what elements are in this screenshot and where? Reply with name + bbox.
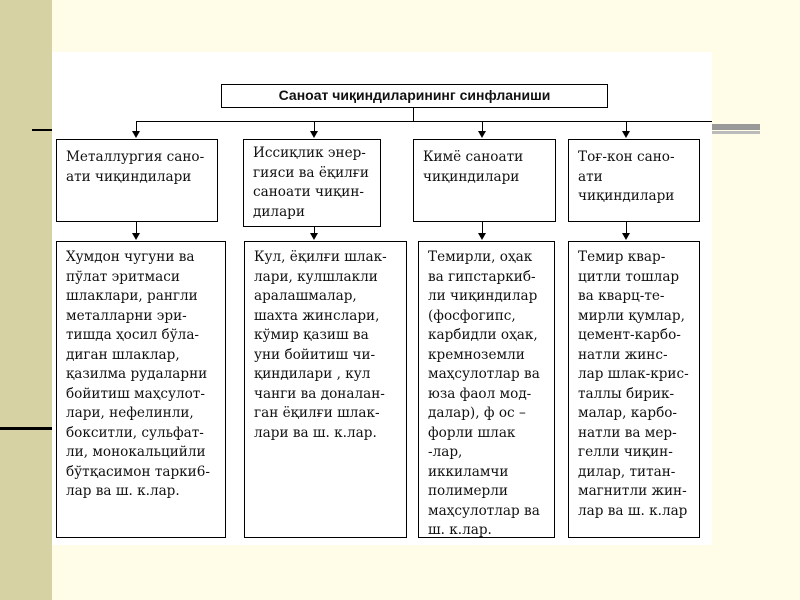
arrow-to-header-3	[478, 131, 486, 138]
left-decorative-band	[0, 0, 52, 600]
arrow-to-body-2	[310, 233, 318, 240]
category-body-4: Темир квар-цитли тошлар ва кварц-те-мирли қумлар, цемент-карбо-натли жинс-лар шлак-крис-таллы бирик-малар, карбо-натли ва мер-гелли чиқин-дилар, титан-магнитли жин-лар ва ш. к.лар	[568, 241, 700, 538]
category-header-1: Металлургия сано-ати чиқиндилари	[56, 139, 218, 222]
decorative-bar	[708, 124, 760, 130]
diagram-title: Саноат чиқиндиларининг синфланиши	[221, 84, 608, 108]
connector-header-to-body-3	[482, 222, 483, 233]
connector-to-header-1	[136, 121, 137, 131]
category-body-2: Кул, ёқилғи шлак-лари, кулшлакли аралашмалар, шахта жинслари, кўмир қазиш ва уни бойитиш чи-қиндилари , кул чанги ва доналан-ган ёқилғи шлак-лари ва ш. к.лар.	[244, 241, 407, 538]
connector-to-header-4	[626, 121, 627, 131]
connector-to-header-2	[314, 121, 315, 131]
connector-title-down	[413, 108, 414, 122]
decorative-line	[32, 129, 54, 131]
category-header-3: Кимё саноати чиқиндилари	[413, 139, 556, 222]
category-body-1: Хумдон чугуни ва пўлат эритмаси шлаклари, рангли металларни эри-тишда ҳосил бўла-диган шлаклар, қазилма рудаларни бойитиш маҳсулот-лари, нефелинли, бокситли, сульфат-ли, монокальцийли бўтқасимон тарки6-лар ва ш. к.лар.	[56, 241, 226, 538]
arrow-to-body-3	[478, 233, 486, 240]
category-header-2: Иссиқлик энер-гияси ва ёқилғи саноати чиқин-дилари	[243, 139, 381, 227]
connector-header-to-body-4	[626, 222, 627, 233]
connector-header-to-body-1	[136, 222, 137, 233]
arrow-to-body-1	[132, 233, 140, 240]
arrow-to-header-4	[622, 131, 630, 138]
arrow-to-header-2	[310, 131, 318, 138]
connector-to-header-3	[482, 121, 483, 131]
category-body-3: Темирли, оҳак ва гипстаркиб-ли чиқиндилар (фосфогипс, карбидли оҳак, кремноземли маҳсулотлар ва юза фаол мод-далар), ф ос – форли шлак -лар, иккиламчи полимерли маҳсулотлар ва ш. к.лар.	[418, 241, 555, 538]
category-header-4: Тоғ-кон сано-ати чиқиндилари	[568, 139, 700, 222]
arrow-to-body-4	[622, 233, 630, 240]
arrow-to-header-1	[132, 131, 140, 138]
decorative-line	[0, 427, 52, 430]
decorative-bar	[708, 131, 760, 134]
